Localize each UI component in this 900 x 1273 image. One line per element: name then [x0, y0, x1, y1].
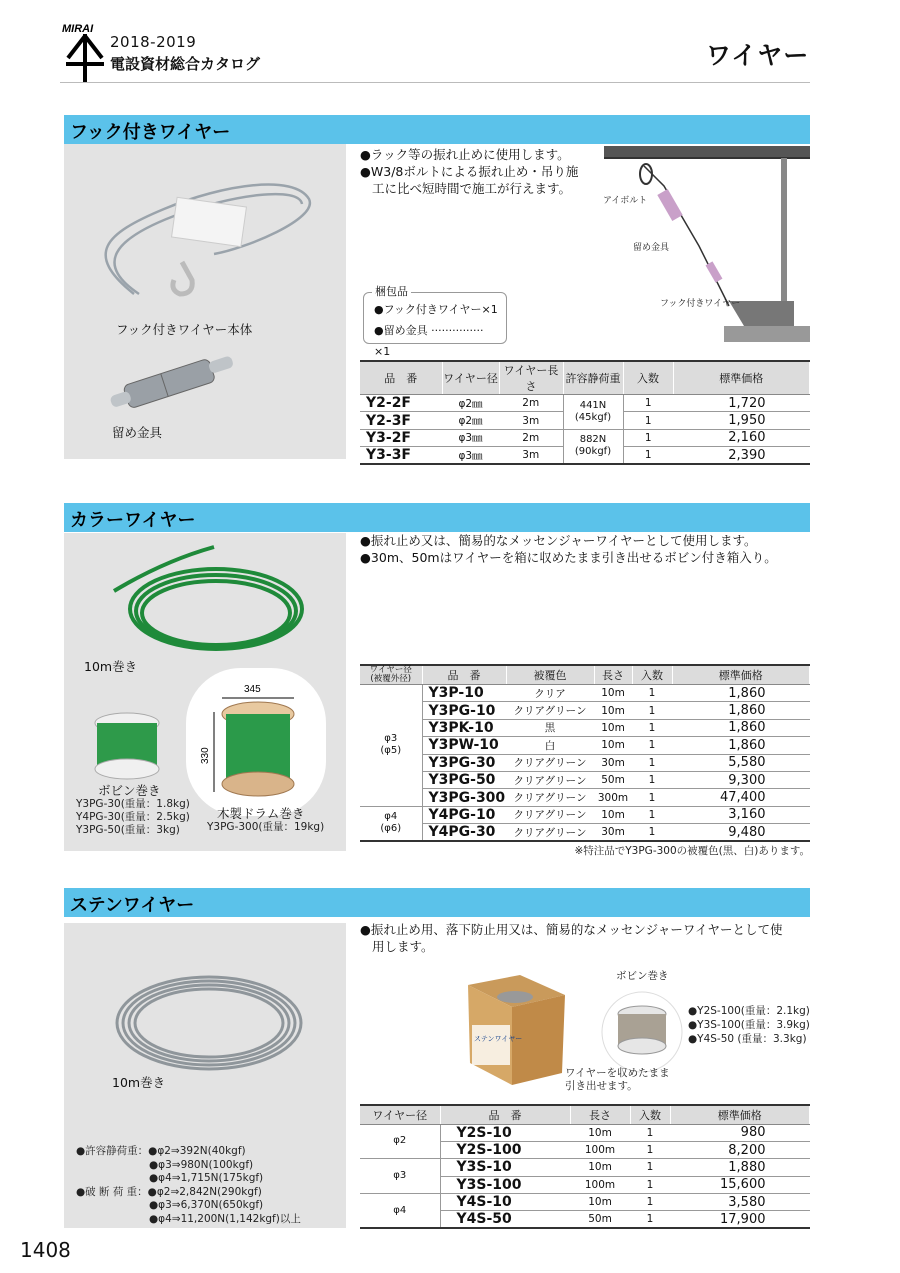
- stainless-bobbin-photo: [600, 990, 684, 1074]
- bobbin-photo: [92, 711, 162, 781]
- green-coil-photo: [104, 541, 304, 661]
- bobbin-weights: ●Y2S-100(重量：2.1kg) ●Y3S-100(重量：3.9kg) ●Y4S-50 (重量：3.3kg): [688, 1005, 810, 1045]
- header-rule: [60, 82, 810, 83]
- hook-wire-caption: フック付きワイヤー本体: [116, 322, 253, 337]
- table-row: φ4 (φ6) Y4PG-10 クリアグリーン 10m 1 3,160: [360, 806, 810, 823]
- hook-wire-photo-panel: [64, 144, 346, 459]
- drum-caption: 木製ドラム巻き: [217, 806, 305, 821]
- section-stainless-wire: ステンワイヤー: [64, 888, 810, 917]
- table-row: Y3PK-10 黒 10m 1 1,860: [360, 719, 810, 736]
- table-row: Y2S-100 100m 1 8,200: [360, 1141, 810, 1158]
- bobbin-spec: Y3PG-30(重量：1.8kg) Y4PG-30(重量：2.5kg) Y3PG-50(重量：3kg): [76, 798, 190, 836]
- stainless-coil-caption: 10m巻き: [112, 1075, 166, 1090]
- catalog-year: 2018-2019: [110, 33, 197, 51]
- table-row: φ3 Y3S-10 10m 1 1,880: [360, 1159, 810, 1176]
- table-row: φ3 (φ5) Y3P-10 クリア 10m 1 1,860: [360, 685, 810, 702]
- stainless-coil-photo: [109, 968, 309, 1078]
- drum-photo: [186, 668, 326, 816]
- bobbin-caption: ボビン巻き: [98, 783, 161, 798]
- stainless-specs: ●許容静荷重：●φ2⇒392N(40kgf) ●φ3⇒980N(100kgf) ●φ4⇒1,715N(175kgf) ●破 断 荷 重：●φ2⇒2,842N(290kgf) ●φ3⇒6,370N(650kgf) ●φ4⇒11,200N(1,142kgf)以上: [76, 1145, 301, 1225]
- table-row: φ4 Y4S-10 10m 1 3,580: [360, 1194, 810, 1211]
- hook-wire-desc: ●ラック等の振れ止めに使用します。 ●W3/8ボルトによる振れ止め・吊り施 工に比べ短時間で施工が行えます。: [360, 147, 579, 196]
- table-row: Y3-2F φ3㎜ 2m 882N (90kgf) 1 2,160: [360, 429, 810, 446]
- section-color-wire: カラーワイヤー: [64, 503, 810, 532]
- catalog-title: 電設資材総合カタログ: [110, 55, 261, 73]
- table-row: Y3S-100 100m 1 15,600: [360, 1176, 810, 1193]
- diagram-label-eyebolt: アイボルト: [603, 196, 648, 206]
- clamp-caption: 留め金具: [112, 425, 163, 440]
- color-wire-table: ワイヤー径 (被覆外径) 品 番 被覆色 長さ 入数 標準価格 φ3 (φ5) Y3P-10 クリア 10m 1 1,860 Y3PG-10 クリアグリーン 10m 1 1,860 Y3PK-10 黒 10m 1 1,860 Y3PW-10 白 10m 1 1,860 Y3PG-30 クリアグリーン 30m 1 5,580 Y3PG-50 クリアグリーン 50m 1 9,300 Y3PG-300 クリアグリーン 300m 1 47,400 φ4 (φ6) Y4PG-10 クリアグリーン 10m 1 3,160 Y4PG-30 クリアグリーン 30m 1 9,480: [360, 664, 810, 842]
- color-wire-desc: ●振れ止め又は、簡易的なメッセンジャーワイヤーとして使用します。 ●30m、50mはワイヤーを箱に収めたまま引き出せるボビン付き箱入り。: [360, 533, 777, 565]
- brand-logo: [60, 18, 110, 86]
- table-row: Y3PG-10 クリアグリーン 10m 1 1,860: [360, 702, 810, 719]
- table-row: Y2-2F φ2㎜ 2m 441N (45kgf) 1 1,720: [360, 395, 810, 412]
- drum-photo-frame: [186, 668, 326, 816]
- hook-wire-photo: [64, 144, 346, 324]
- svg-text:330: 330: [200, 747, 211, 764]
- diagram-label-wire: フック付きワイヤー: [660, 299, 741, 309]
- stainless-table: ワイヤー径 品 番 長さ 入数 標準価格 φ2 Y2S-10 10m 1 980 Y2S-100 100m 1 8,200 φ3 Y3S-10 10m 1 1,880 Y3S-100 100m 1 15,600 φ4 Y4S-10 10m 1 3,580 Y4S-50 50m 1 17,900: [360, 1104, 810, 1229]
- hook-wire-table: 品 番 ワイヤー径 ワイヤー長さ 許容静荷重 入数 標準価格 Y2-2F φ2㎜ 2m 441N (45kgf) 1 1,720 Y2-3F φ2㎜ 3m 1 1,950 Y3-2F φ3㎜ 2m 882N (90kgf) 1 2,160 Y3-3F φ3㎜ 3m 1 2,390: [360, 360, 810, 465]
- clamp-photo: [104, 352, 244, 412]
- stainless-photo-panel: [64, 923, 346, 1228]
- color-wire-photo-panel: [64, 533, 346, 851]
- color-wire-note: ※特注品でY3PG-300の被覆色(黒、白)あります。: [574, 845, 810, 857]
- page-category: ワイヤー: [706, 41, 810, 70]
- table-row: Y3PG-300 クリアグリーン 300m 1 47,400: [360, 789, 810, 806]
- diagram-label-clamp: 留め金具: [633, 243, 670, 253]
- table-row: Y3-3F φ3㎜ 3m 1 2,390: [360, 447, 810, 465]
- package-contents: 梱包品 ●フック付きワイヤー×1 ●留め金具 ··············· ×1: [363, 292, 507, 344]
- stainless-box-photo: [440, 955, 570, 1090]
- table-row: Y2-3F φ2㎜ 3m 1 1,950: [360, 412, 810, 429]
- table-row: Y4S-50 50m 1 17,900: [360, 1211, 810, 1229]
- svg-text:MIRAI: MIRAI: [62, 23, 94, 35]
- drum-spec: Y3PG-300(重量：19kg): [207, 821, 325, 833]
- box-caption: ワイヤーを収めたまま 引き出せます。: [565, 1067, 670, 1092]
- section-hook-wire: フック付きワイヤー: [64, 115, 810, 144]
- table-row: φ2 Y2S-10 10m 1 980: [360, 1124, 810, 1141]
- bobbin-label: ボビン巻き: [616, 970, 669, 982]
- coil-caption: 10m巻き: [84, 659, 138, 674]
- table-row: Y3PW-10 白 10m 1 1,860: [360, 737, 810, 754]
- svg-text:345: 345: [244, 684, 261, 695]
- page-number: 1408: [20, 1238, 71, 1262]
- svg-text:ステンワイヤー: ステンワイヤー: [474, 1036, 523, 1043]
- table-row: Y4PG-30 クリアグリーン 30m 1 9,480: [360, 824, 810, 842]
- table-row: Y3PG-50 クリアグリーン 50m 1 9,300: [360, 771, 810, 788]
- table-row: Y3PG-30 クリアグリーン 30m 1 5,580: [360, 754, 810, 771]
- stainless-desc: ●振れ止め用、落下防止用又は、簡易的なメッセンジャーワイヤーとして使 用します。: [360, 922, 783, 954]
